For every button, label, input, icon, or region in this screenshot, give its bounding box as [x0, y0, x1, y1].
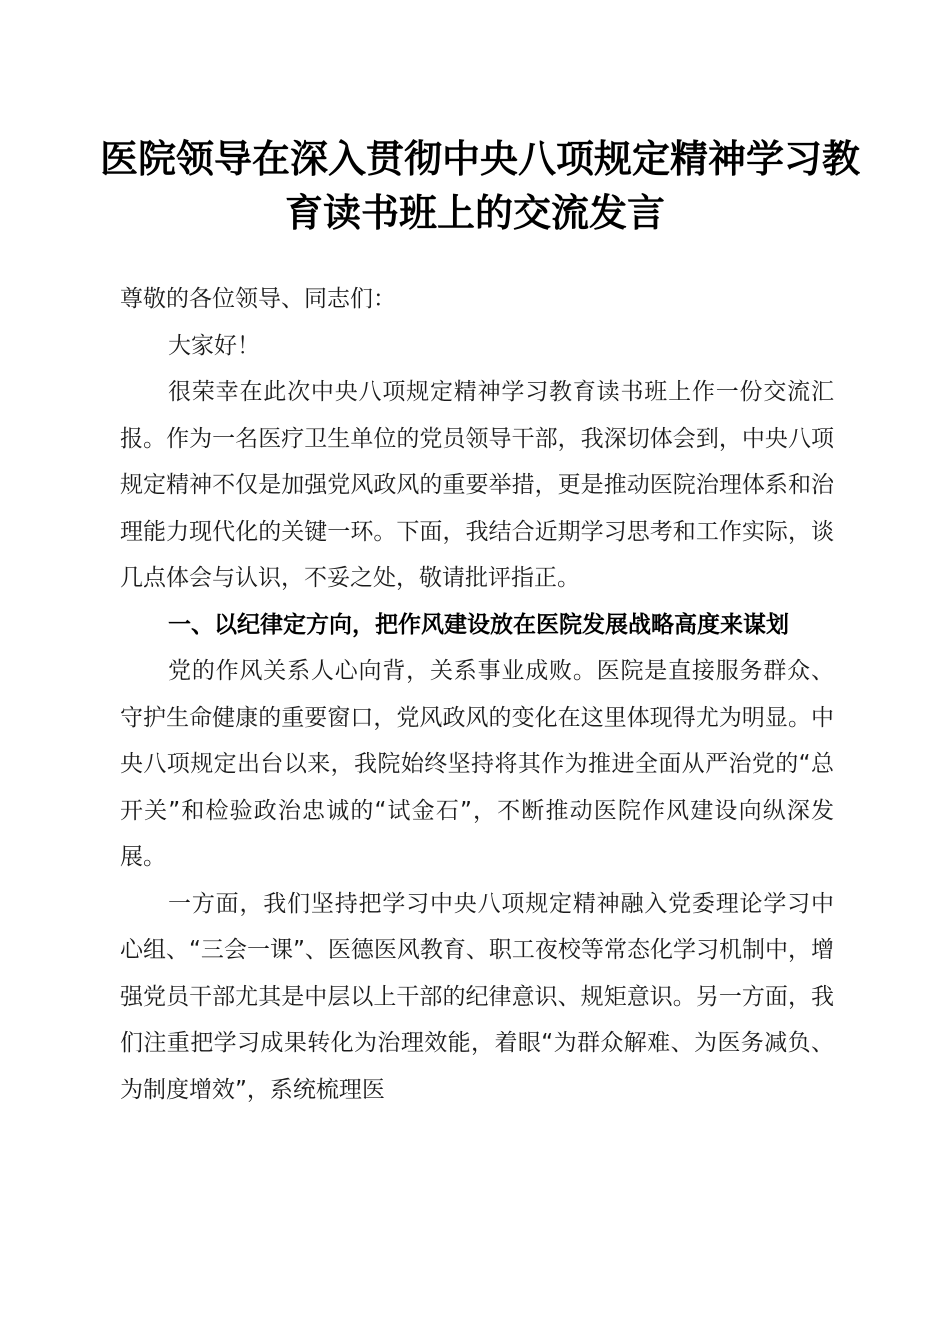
salutation: 尊敬的各位领导、同志们： — [120, 286, 396, 312]
paragraph-intro: 很荣幸在此次中央八项规定精神学习教育读书班上作一份交流汇报。作为一名医疗卫生单位的党员领导干部，我深切体会到，中央八项规定精神不仅是加强党风政风的重要举措，更是推动医院治理体系和治理能力现代化的关键一环。下面，我结合近期学习思考和工作实际，谈几点体会与认识，不妥之处，敬请批评指正。 — [120, 379, 834, 591]
title-line-1: 医院领导在深入贯彻中央八项规定精神学习教 — [100, 136, 861, 181]
document-title — [100, 132, 861, 240]
title-line-2: 育读书班上的交流发言 — [284, 190, 665, 235]
paragraph-style: 党的作风关系人心向背，关系事业成败。医院是直接服务群众、守护生命健康的重要窗口，党风政风的变化在这里体现得尤为明显。中央八项规定出台以来，我院始终坚持将其作为推进全面从严治党的“总开关”和检验政治忠诚的“试金石”，不断推动医院作风建设向纵深发展。 — [120, 658, 834, 870]
paragraph-measures: 一方面，我们坚持把学习中央八项规定精神融入党委理论学习中心组、“三会一课”、医德医风教育、职工夜校等常态化学习机制中，增强党员干部尤其是中层以上干部的纪律意识、规矩意识。另一方面，我们注重把学习成果转化为治理效能，着眼“为群众解难、为医务减负、为制度增效”，系统梳理医 — [120, 890, 834, 1103]
section-heading: 一、以纪律定方向，把作风建设放在医院发展战略高度来谋划 — [168, 611, 789, 638]
document-body — [120, 276, 834, 1113]
greeting: 大家好！ — [168, 332, 260, 359]
